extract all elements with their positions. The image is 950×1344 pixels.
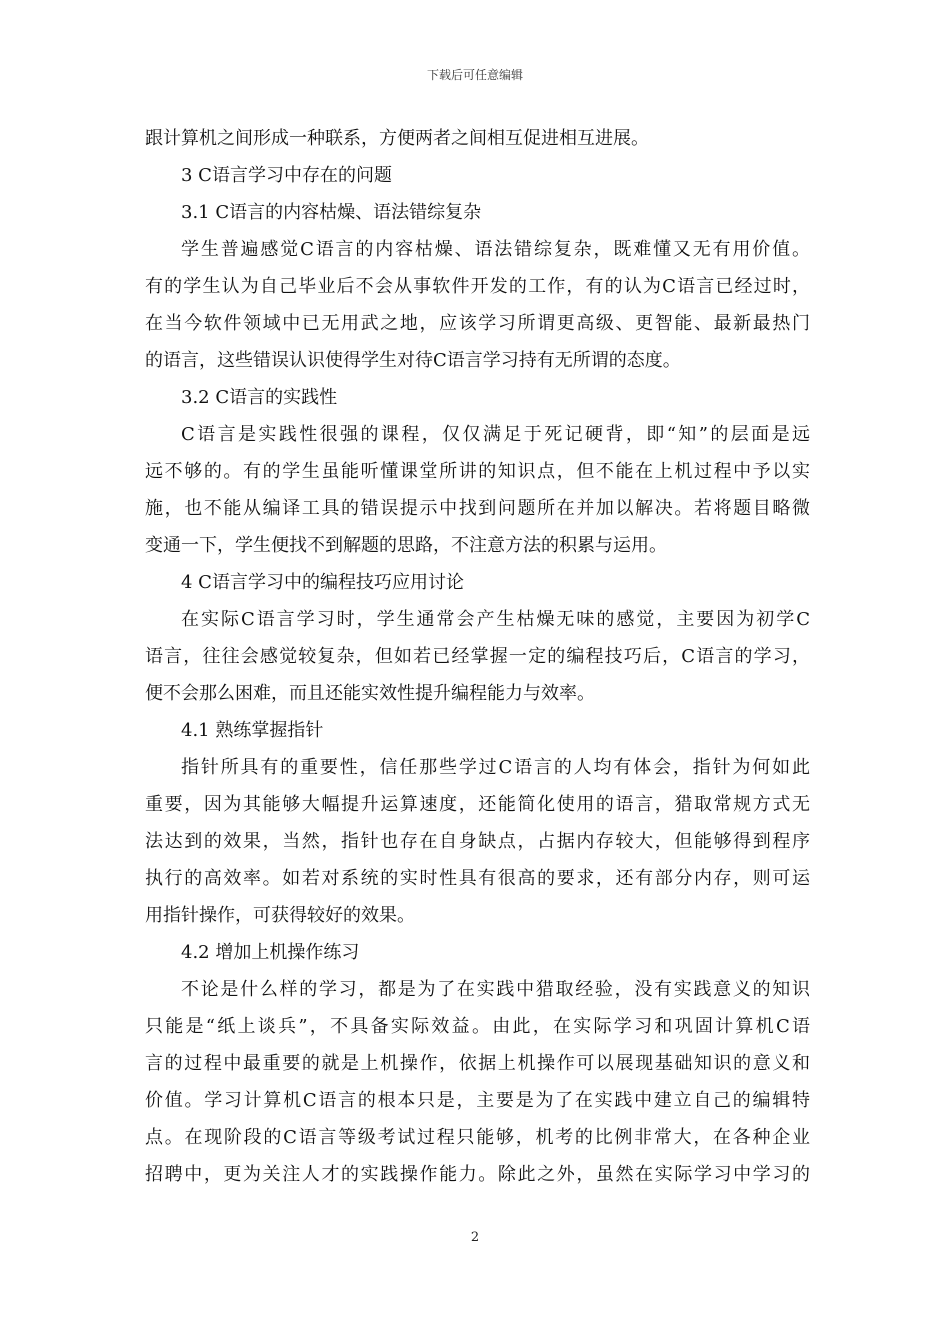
document-body <box>145 120 810 1193</box>
text-line: 不论是什么样的学习，都是为了在实践中猎取经验，没有实践意义的知识 <box>181 979 810 1000</box>
text-line: 重要，因为其能够大幅提升运算速度，还能简化使用的语言，猎取常规方式无 <box>145 794 810 815</box>
text-line: 只能是“纸上谈兵”，不具备实际效益。由此，在实际学习和巩固计算机C语 <box>145 1016 810 1037</box>
text-line: 用指针操作，可获得较好的效果。 <box>145 905 415 926</box>
text-line: 招聘中，更为关注人才的实践操作能力。除此之外，虽然在实际学习中学习的 <box>145 1164 810 1185</box>
page-header: 下载后可任意编辑 <box>426 68 523 82</box>
text-line: 在实际C语言学习时，学生通常会产生枯燥无味的感觉，主要因为初学C <box>181 609 810 630</box>
text-line: 3.1 C语言的内容枯燥、语法错综复杂 <box>181 202 482 223</box>
text-line: 3 C语言学习中存在的问题 <box>181 165 392 186</box>
text-line: 跟计算机之间形成一种联系，方便两者之间相互促进相互进展。 <box>145 128 649 149</box>
text-line: 学生普遍感觉C语言的内容枯燥、语法错综复杂，既难懂又无有用价值。 <box>181 239 810 260</box>
text-line: 4.2 增加上机操作练习 <box>181 942 360 963</box>
text-line: 变通一下，学生便找不到解题的思路，不注意方法的积累与运用。 <box>145 535 667 556</box>
text-line: 点。在现阶段的C语言等级考试过程只能够，机考的比例非常大，在各种企业 <box>145 1127 810 1148</box>
text-line: 施，也不能从编译工具的错误提示中找到问题所在并加以解决。若将题目略微 <box>145 498 810 519</box>
text-line: 4 C语言学习中的编程技巧应用讨论 <box>181 572 464 593</box>
text-line: 有的学生认为自己毕业后不会从事软件开发的工作，有的认为C语言已经过时， <box>145 276 810 297</box>
text-line: 4.1 熟练掌握指针 <box>181 720 324 741</box>
text-line: 执行的高效率。如若对系统的实时性具有很高的要求，还有部分内存，则可运 <box>145 868 810 889</box>
page-number: 2 <box>470 1230 480 1245</box>
text-line: 的语言，这些错误认识使得学生对待C语言学习持有无所谓的态度。 <box>145 350 681 371</box>
text-line: 法达到的效果，当然，指针也存在自身缺点，占据内存较大，但能够得到程序 <box>145 831 810 852</box>
text-line: 言的过程中最重要的就是上机操作，依据上机操作可以展现基础知识的意义和 <box>145 1053 810 1074</box>
text-line: 远不够的。有的学生虽能听懂课堂所讲的知识点，但不能在上机过程中予以实 <box>145 461 810 482</box>
text-line: 在当今软件领域中已无用武之地，应该学习所谓更高级、更智能、最新最热门 <box>145 313 810 334</box>
text-line: C语言是实践性很强的课程，仅仅满足于死记硬背，即“知”的层面是远 <box>181 424 810 445</box>
text-line: 语言，往往会感觉较复杂，但如若已经掌握一定的编程技巧后，C语言的学习， <box>145 646 810 667</box>
text-line: 价值。学习计算机C语言的根本只是，主要是为了在实践中建立自己的编辑特 <box>145 1090 810 1111</box>
text-line: 3.2 C语言的实践性 <box>181 387 338 408</box>
text-line: 指针所具有的重要性，信任那些学过C语言的人均有体会，指针为何如此 <box>181 757 810 778</box>
text-line: 便不会那么困难，而且还能实效性提升编程能力与效率。 <box>145 683 595 704</box>
